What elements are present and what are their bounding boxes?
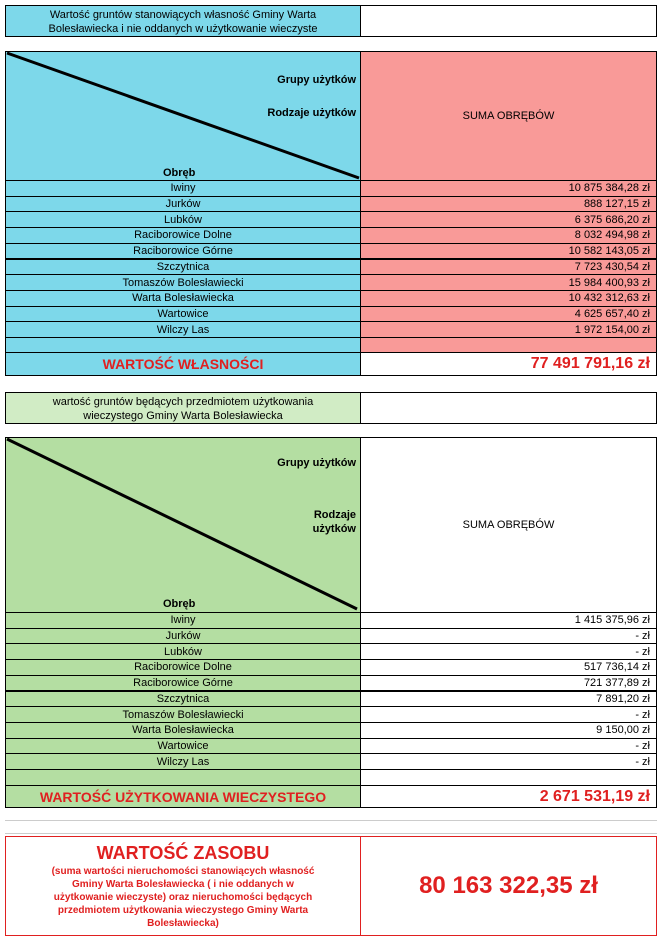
section1-header-diagonal	[5, 51, 361, 181]
summary-note-line: przedmiotem użytkowania wieczystego Gminy Warta	[57, 905, 309, 916]
section2-caption-empty	[360, 392, 657, 424]
table-row-name: Warta Bolesławiecka	[5, 290, 361, 307]
section1-total-value	[360, 352, 657, 376]
summary-note-line: Gminy Warta Bolesławiecka ( i nie oddanych w	[72, 879, 294, 890]
section2-caption-line1: wartość gruntów będących przedmiotem użytkowania	[52, 396, 314, 408]
table-row-name: Wilczy Las	[5, 321, 361, 338]
table-row-name: Iwiny	[5, 180, 361, 197]
section1-header-obreb: Obręb	[163, 167, 196, 179]
section1-caption	[5, 5, 361, 37]
table-row-name: Raciborowice Górne	[5, 243, 361, 260]
section2-header-sum-label: SUMA OBRĘBÓW	[462, 519, 555, 531]
section1-total-value-text: 77 491 791,16 zł	[530, 355, 650, 372]
table-row-value: - zł	[360, 738, 657, 755]
table-row-value: 10 432 312,63 zł	[360, 290, 657, 307]
section2-total-label-text: WARTOŚĆ UŻYTKOWANIA WIECZYSTEGO	[39, 788, 327, 805]
table-row-value: 10 875 384,28 zł	[360, 180, 657, 197]
table-row-value: 10 582 143,05 zł	[360, 243, 657, 260]
section1-total-label-text: WARTOŚĆ WŁASNOŚCI	[102, 356, 264, 372]
section2-total-value-text: 2 671 531,19 zł	[539, 787, 650, 805]
section2-caption	[5, 392, 361, 424]
summary-note-line: Bolesławiecka)	[147, 918, 219, 929]
summary-value-text: 80 163 322,35 zł	[419, 872, 598, 899]
table-row-name: Szczytnica	[5, 691, 361, 708]
table-row-value: 721 377,89 zł	[360, 675, 657, 692]
table-row-value: 7 723 430,54 zł	[360, 259, 657, 276]
summary-note	[6, 865, 360, 930]
table-row-value: - zł	[360, 643, 657, 660]
table-row-name: Wilczy Las	[5, 753, 361, 770]
section2-empty-row-right	[360, 769, 657, 786]
table-row-name: Jurków	[5, 196, 361, 213]
summary-label	[5, 836, 361, 936]
summary-value	[360, 836, 657, 936]
section1-caption-line1: Wartość gruntów stanowiących własność Gminy Warta	[49, 9, 317, 21]
section1-total-label	[5, 352, 361, 376]
table-row-name: Tomaszów Bolesławiecki	[5, 706, 361, 723]
separator-row	[5, 820, 657, 834]
table-row-value: 517 736,14 zł	[360, 659, 657, 676]
section1-header-sum-label: SUMA OBRĘBÓW	[462, 110, 555, 122]
table-row-name: Raciborowice Górne	[5, 675, 361, 692]
section2-total-value	[360, 785, 657, 808]
table-row-name: Jurków	[5, 628, 361, 645]
section1-header-groups: Grupy użytków	[277, 74, 356, 86]
section1-caption-line2: Bolesławiecka i nie oddanych w użytkowanie wieczyste	[48, 23, 318, 35]
table-row-name: Raciborowice Dolne	[5, 659, 361, 676]
table-row-value: 888 127,15 zł	[360, 196, 657, 213]
table-row-name: Warta Bolesławiecka	[5, 722, 361, 739]
summary-note-line: użytkowanie wieczyste) oraz nieruchomości będących	[53, 892, 313, 903]
section2-total-label	[5, 785, 361, 808]
table-row-value: 7 891,20 zł	[360, 691, 657, 708]
table-row-value: - zł	[360, 628, 657, 645]
section2-caption-line2: wieczystego Gminy Warta Bolesławiecka	[83, 410, 283, 422]
table-row-name: Lubków	[5, 211, 361, 228]
table-row-value: - zł	[360, 706, 657, 723]
section1-header-sum	[360, 51, 657, 181]
table-row-name: Tomaszów Bolesławiecki	[5, 274, 361, 291]
section2-header-diagonal	[5, 437, 361, 613]
table-row-name: Lubków	[5, 643, 361, 660]
table-row-value: 6 375 686,20 zł	[360, 211, 657, 228]
table-row-value: 1 415 375,96 zł	[360, 612, 657, 629]
summary-title: WARTOŚĆ ZASOBU	[96, 843, 270, 863]
table-row-name: Iwiny	[5, 612, 361, 629]
section2-header-obreb: Obręb	[163, 598, 196, 610]
table-row-name: Szczytnica	[5, 259, 361, 276]
table-row-value: 9 150,00 zł	[360, 722, 657, 739]
table-row-name: Wartowice	[5, 306, 361, 323]
table-row-value: 8 032 494,98 zł	[360, 227, 657, 244]
section1-empty-row-left	[5, 337, 361, 353]
table-row-name: Raciborowice Dolne	[5, 227, 361, 244]
table-row-value: 4 625 657,40 zł	[360, 306, 657, 323]
section2-header-types-2: użytków	[312, 523, 356, 535]
section1-header-types: Rodzaje użytków	[267, 107, 356, 119]
section2-header-groups: Grupy użytków	[277, 457, 356, 469]
section1-caption-empty	[360, 5, 657, 37]
table-row-value: 15 984 400,93 zł	[360, 274, 657, 291]
section1-empty-row-right	[360, 337, 657, 353]
table-row-value: 1 972 154,00 zł	[360, 321, 657, 338]
table-row-name: Wartowice	[5, 738, 361, 755]
summary-note-line: (suma wartości nieruchomości stanowiących własność	[51, 866, 315, 877]
table-row-value: - zł	[360, 753, 657, 770]
section2-empty-row-left	[5, 769, 361, 786]
section2-header-types-1: Rodzaje	[313, 509, 356, 521]
section2-header-sum	[360, 437, 657, 613]
